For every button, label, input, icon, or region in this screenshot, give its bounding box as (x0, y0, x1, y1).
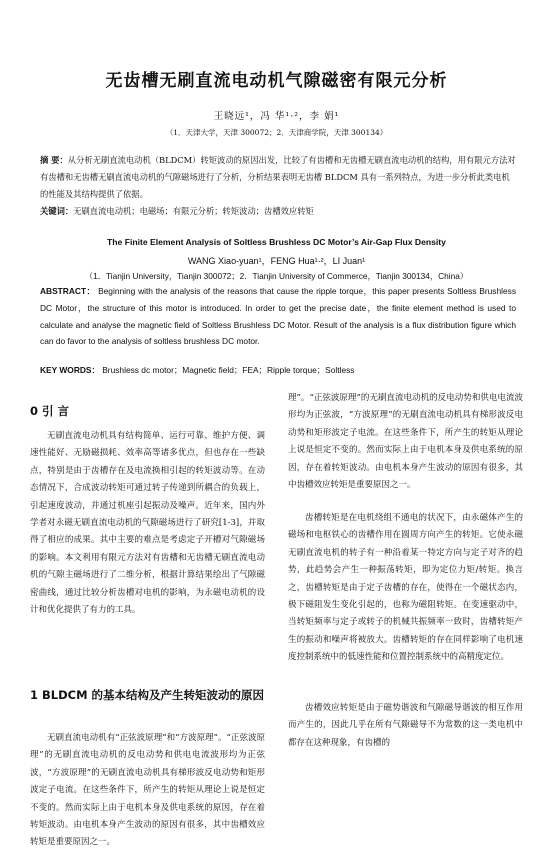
structure-paragraph-start: 无刷直流电动机有“正弦波原理”和“方波原理”。“正弦波原理”的无刷直流电动机的反电动势和供电电流波形均为正弦波，“方波原理”的无刷直流电动机具有梯形波反电动势和矩形波定子电流。在这些条件下，所产生的转矩从理论上说是恒定不变的。然而实际上由于电机本身及供电系统的原因，存在着转矩波动。由电机本身产生波动的原因有很多，其中齿槽效应转矩是重要原因之一。 (30, 733, 265, 848)
paper-title: 无齿槽无刷直流电动机气隙磁密有限元分析 (105, 71, 448, 91)
chinese-keywords (40, 203, 518, 220)
english-abstract-label: ABSTRACT： (40, 286, 96, 296)
abstract-text: 从分析无刷直流电动机（BLDCM）转矩波动的原因出发，比较了有齿槽和无齿槽无刷直流电动机的结构，用有限元方法对有齿槽和无齿槽无刷直流电动机的气隙磁场进行了分析，分析结果表明无齿槽 BLDCM 具有一系列特点，为进一步分析此类电机的性能及其结构提供了依据。 (40, 155, 516, 199)
structure-paragraph-continued (288, 390, 523, 494)
abstract-label: 摘 要： (40, 155, 68, 165)
chinese-abstract (40, 152, 518, 203)
english-affiliations: （1．Tianjin University，Tianjin 300072；2．Tianjin University of Commerce，Tianjin 300134，China） (84, 271, 469, 281)
section-heading-structure: 1 BLDCM 的基本结构及产生转矩波动的原因 (30, 688, 265, 702)
section-heading-introduction: 0 引 言 (30, 404, 70, 418)
cogging-effect-paragraph: 齿槽效应转矩是由于磁势谐波和气隙磁导谐波的相互作用而产生的，因此几乎在所有气隙磁导不为常数的这一类电机中都存在这种现象，有齿槽的 (288, 703, 523, 748)
introduction-paragraph: 无刷直流电动机具有结构简单、运行可靠、维护方便、调速性能好、无励磁损耗、效率高等诸多优点，但也存在一些缺点，特别是由于齿槽存在及电流换相引起的转矩波动等。在动态情况下，合成波动转矩可通过转子传递到所耦合的负载上，引起速度波动，并通过机座引起振动及噪声。近年来，国内外学者对永磁无刷直流电动机的气隙磁场进行了研究[1-3]，并取得了相应的成果。其中主要的难点是考虑定子开槽对气隙磁场的影响。本文利用有限元方法对有齿槽和无齿槽无刷直流电动机的气隙主磁场进行了二维分析，根据计算结果绘出了气隙磁密曲线，通过比较分析齿槽对电机的影响，为永磁电动机的设计和优化提供了有力的工具。 (30, 431, 265, 616)
english-keywords-text: Brushless dc motor；Magnetic field；FEA；Ripple torque；Soltless (102, 365, 355, 375)
english-title: The Finite Element Analysis of Soltless Brushless DC Motor’s Air-Gap Flux Density (107, 237, 446, 247)
english-keywords (40, 362, 516, 379)
keywords-text: 无刷直流电动机；电磁场；有限元分析；转矩波动；齿槽效应转矩 (73, 206, 314, 216)
english-abstract-text: Beginning with the analysis of the reasons that cause the ripple torque，this paper presents Soltless Brushless DC Motor，the structure of this motor is introduced. In order to get the precise date，the finite element method is used to calculate and analyse the magnetic field of Soltless Brushless DC Motor. Result of the analysis is a flux distribution figure which can do favor to the analysis of soltless brushless DC motor. (40, 286, 517, 347)
english-keywords-label: KEY WORDS： (40, 365, 100, 375)
cogging-torque-paragraph: 齿槽转矩是在电机绕组不通电的状况下，由永磁体产生的磁场和电枢铁心的齿槽作用在圆周方向产生的转矩。它使永磁无刷直流电机的转子有一种沿着某一特定方向与定子对齐的趋势，此趋势会产生一种振荡转矩，即为定位力矩/转矩。换言之，齿槽转矩是由于定子齿槽的存在，使得在一个磁状态内，极下磁阻发生变化引起的，也称为磁阻转矩。在变速驱动中，当转矩频率与定子或转子的机械共振频率一致时，齿槽转矩产生的振动和噪声将被放大。齿槽转矩的存在同样影响了电机速度控制系统中的低速性能和位置控制系统中的高精度定位。 (288, 513, 523, 663)
english-authors: WANG Xiao-yuan¹，FENG Hua¹·²，LI Juan¹ (187, 256, 366, 266)
english-abstract (40, 283, 516, 350)
keywords-label: 关键词： (40, 206, 74, 216)
structure-continued-text: 理”。“正弦波原理”的无刷直流电动机的反电动势和供电电流波形均为正弦波，“方波原理”的无刷直流电动机具有梯形波反电动势和矩形波定子电流。在这些条件下，所产生的转矩从理论上说是恒定不变的。然而实际上由于电机本身及供电系统的原因，存在着转矩波动。由电机本身产生波动的原因有很多，其中齿槽效应转矩是重要原因之一。 (288, 393, 523, 491)
affiliation-list: （1．天津大学，天津 300072；2．天津商学院，天津 300134） (165, 128, 388, 137)
author-list: 王晓远¹，冯 华¹·²，李 娟¹ (213, 111, 340, 122)
